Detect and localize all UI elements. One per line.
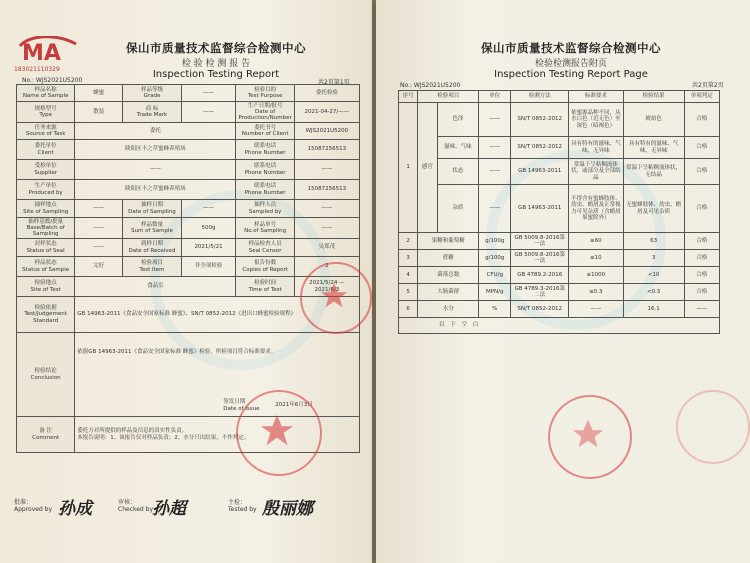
cell-value: 委托检验 bbox=[294, 85, 359, 102]
checked-label: 审核： Checked by bbox=[118, 499, 154, 513]
official-seal-large bbox=[236, 390, 322, 476]
row-result: <0.3 bbox=[623, 284, 684, 301]
cell-label: 抽样人员 Sampled by bbox=[236, 200, 294, 218]
cell-label: 抽样日期 Date of Sampling bbox=[123, 200, 181, 218]
cell-label: 检验结论 Conclusion bbox=[17, 333, 75, 417]
report-number: No.: WJS2021U5200 bbox=[22, 77, 83, 84]
row-item: 蔗糖 bbox=[418, 250, 479, 267]
row-method: GB 5009.8-2016第一法 bbox=[511, 250, 569, 267]
cma-code: 183021110329 bbox=[14, 66, 60, 73]
cell-label: 委托单位 Client bbox=[17, 140, 75, 160]
issue-date: 2021年6月3日 bbox=[275, 401, 313, 408]
row-item: 杂质 bbox=[437, 185, 479, 233]
page-number: 共2页第2页 bbox=[692, 82, 724, 89]
row-unit: g/100g bbox=[479, 250, 511, 267]
cell-label: 到样日期 Date of Received bbox=[123, 239, 181, 257]
cell-label: 检验项目 Test Item bbox=[123, 257, 181, 277]
table-row bbox=[399, 233, 720, 250]
row-no: 5 bbox=[399, 284, 418, 301]
official-seal bbox=[300, 262, 372, 334]
approved-signature: 孙成 bbox=[58, 499, 92, 519]
row-no: 1 bbox=[399, 103, 418, 233]
row-result: 16.1 bbox=[623, 301, 684, 318]
report-number: No.: WJS2021U5200 bbox=[400, 82, 461, 89]
cell-label: 生产日期/批号 Date of Production/Number bbox=[236, 102, 294, 123]
row-verdict: 合格 bbox=[684, 159, 719, 185]
cell-label: 样品检查人员 Seal Censor bbox=[236, 239, 294, 257]
row-verdict: —— bbox=[684, 301, 719, 318]
center-title: 保山市质量技术监督综合检测中心 bbox=[126, 41, 306, 55]
cell-value: —— bbox=[75, 239, 123, 257]
row-result: 琥珀色 bbox=[623, 103, 684, 137]
row-item: 大肠菌群 bbox=[418, 284, 479, 301]
cma-logo bbox=[18, 36, 90, 70]
row-unit: g/100g bbox=[479, 233, 511, 250]
report-front-page bbox=[0, 0, 372, 563]
row-method: GB 14963-2011 bbox=[511, 159, 569, 185]
cell-value: 2021/5/21 bbox=[181, 239, 236, 257]
row-req: 具有特有的滋味、气味，无异味 bbox=[569, 137, 624, 159]
row-item: 果糖和葡萄糖 bbox=[418, 233, 479, 250]
row-no: 2 bbox=[399, 233, 418, 250]
approved-label: 批准： Approved by bbox=[14, 499, 53, 513]
report-subtitle: 检 验 检 测 报 告 bbox=[181, 59, 251, 69]
cell-label: 检验地点 Site of Test bbox=[17, 277, 75, 297]
row-result: 63 bbox=[623, 233, 684, 250]
table-row bbox=[399, 159, 720, 185]
row-req: ≤0.3 bbox=[569, 284, 624, 301]
row-verdict: 合格 bbox=[684, 185, 719, 233]
table-row bbox=[399, 185, 720, 233]
center-title: 保山市质量技术监督综合检测中心 bbox=[481, 41, 661, 55]
row-unit: —— bbox=[479, 159, 511, 185]
table-row bbox=[399, 250, 720, 267]
cell-label: 样品等级 Grade bbox=[123, 85, 181, 102]
row-req: —— bbox=[569, 301, 624, 318]
row-verdict: 合格 bbox=[684, 267, 719, 284]
partial-seal bbox=[676, 390, 750, 464]
row-req: ≤1000 bbox=[569, 267, 624, 284]
cell-label: 样品名称 Name of Sample bbox=[17, 85, 75, 102]
cell-value: —— bbox=[181, 85, 236, 102]
row-method: SN/T 0852-2012 bbox=[511, 301, 569, 318]
table-row bbox=[399, 103, 720, 137]
row-no: 6 bbox=[399, 301, 418, 318]
row-verdict: 合格 bbox=[684, 284, 719, 301]
cell-value: 委托 bbox=[75, 123, 236, 140]
conclusion-text: 依据GB 14963-2011《食品安全国家标准 蜂蜜》检验，所检项目符合标准要求。 bbox=[77, 349, 277, 356]
row-result: 具有特有的滋味、气味，无异味 bbox=[623, 137, 684, 159]
report-subtitle: 检验检测报告附页 bbox=[534, 59, 607, 69]
cell-value: 蜂蜜 bbox=[75, 85, 123, 102]
cell-value: 食品室 bbox=[75, 277, 236, 297]
cell-value: 隆阳区丰之草蜜蜂养殖场 bbox=[75, 180, 236, 200]
cell-value: —— bbox=[294, 160, 359, 180]
row-item: 滋味、气味 bbox=[437, 137, 479, 159]
cell-value: 2 bbox=[294, 257, 359, 277]
cell-label: 抽样基数/批量 Base/Batch of Sampling bbox=[17, 218, 75, 239]
row-result: 常温下呈粘稠流体状，无结晶 bbox=[623, 159, 684, 185]
row-unit: —— bbox=[479, 137, 511, 159]
cell-value: 完好 bbox=[75, 257, 123, 277]
row-unit: —— bbox=[479, 103, 511, 137]
table-row bbox=[399, 267, 720, 284]
header-result: 检验结果 bbox=[623, 91, 684, 103]
row-verdict: 合格 bbox=[684, 137, 719, 159]
row-verdict: 合格 bbox=[684, 103, 719, 137]
cell-label: 封样状态 Status of Seal bbox=[17, 239, 75, 257]
row-unit: CFU/g bbox=[479, 267, 511, 284]
row-no: 3 bbox=[399, 250, 418, 267]
header-item: 检验项目 bbox=[418, 91, 479, 103]
cell-value: 2021/5/24 — 2021/6/3 bbox=[294, 277, 359, 297]
cell-label: 检验时间 Time of Test bbox=[236, 277, 294, 297]
row-item: 色泽 bbox=[437, 103, 479, 137]
report-title-en: Inspection Testing Report bbox=[152, 69, 280, 80]
row-no: 4 bbox=[399, 267, 418, 284]
cell-label: 备 注 Comment bbox=[17, 417, 75, 453]
standard-text: GB 14963-2011《食品安全国家标准 蜂蜜》、SN/T 0852-2012《进出口蜂蜜检验规程》 bbox=[75, 297, 360, 333]
row-result: 3 bbox=[623, 250, 684, 267]
header-requirement: 标准要求 bbox=[569, 91, 624, 103]
row-method: SN/T 0852-2012 bbox=[511, 103, 569, 137]
cell-label: 样品状态 Status of Sample bbox=[17, 257, 75, 277]
cell-label: 规格型号 Type bbox=[17, 102, 75, 123]
row-unit: % bbox=[479, 301, 511, 318]
row-req: ≥60 bbox=[569, 233, 624, 250]
cell-label: 联系电话 Phone Number bbox=[236, 180, 294, 200]
blank-note: 以 下 空 白 bbox=[399, 318, 720, 334]
row-item: 菌落总数 bbox=[418, 267, 479, 284]
header-verdict: 单项判定 bbox=[684, 91, 719, 103]
cell-label: 报告份数 Copies of Report bbox=[236, 257, 294, 277]
checked-signature: 孙超 bbox=[152, 499, 186, 519]
cell-label: 商 标 Trade Mark bbox=[123, 102, 181, 123]
tested-label: 主检： Tested by bbox=[228, 499, 257, 513]
row-verdict: 合格 bbox=[684, 233, 719, 250]
cell-label: 任务来源 Source of Task bbox=[17, 123, 75, 140]
cell-label: 检验目的 Test Purpose bbox=[236, 85, 294, 102]
cell-label: 联系电话 Phone Number bbox=[236, 140, 294, 160]
header-unit: 单位 bbox=[479, 91, 511, 103]
cell-value: 2021-04-27/—— bbox=[294, 102, 359, 123]
row-result: <10 bbox=[623, 267, 684, 284]
cell-value: WJS2021U5200 bbox=[294, 123, 359, 140]
cell-label: 样品单号 No.of Sampling bbox=[236, 218, 294, 239]
row-item: 水分 bbox=[418, 301, 479, 318]
cell-value: 15087256513 bbox=[294, 180, 359, 200]
row-item: 状态 bbox=[437, 159, 479, 185]
report-attachment-page bbox=[376, 0, 750, 563]
cell-value: —— bbox=[75, 218, 123, 239]
group-label: 感官 bbox=[418, 103, 437, 233]
cell-label: 样品数量 Sum of Sample bbox=[123, 218, 181, 239]
tested-signature: 殷丽娜 bbox=[262, 499, 313, 519]
cell-value: 非全项检验 bbox=[181, 257, 236, 277]
cell-value: 吴郑茂 bbox=[294, 239, 359, 257]
svg-text:MA: MA bbox=[22, 41, 61, 66]
cell-value: —— bbox=[75, 160, 236, 180]
cell-label: 检验依据 Test/Judgement Standard bbox=[17, 297, 75, 333]
table-row bbox=[399, 137, 720, 159]
table-row bbox=[399, 284, 720, 301]
cell-label: 抽样地点 Site of Sampling bbox=[17, 200, 75, 218]
cell-label: 委托书号 Number of Client bbox=[236, 123, 294, 140]
cell-label: 联系电话 Phone Number bbox=[236, 160, 294, 180]
cell-value: 500g bbox=[181, 218, 236, 239]
row-method: GB 14963-2011 bbox=[511, 185, 569, 233]
results-table bbox=[398, 90, 720, 334]
cell-value: 隆阳区丰之草蜜蜂养殖场 bbox=[75, 140, 236, 160]
row-req: 不得含有蜜蜂肢体、幼虫、蜡屑及正常视力可见杂质（含蜡屑巢蜜除外） bbox=[569, 185, 624, 233]
cell-label: 生产单位 Produced by bbox=[17, 180, 75, 200]
official-seal bbox=[548, 395, 632, 479]
row-req: ≤10 bbox=[569, 250, 624, 267]
cell-value: —— bbox=[294, 200, 359, 218]
row-req: 常温下呈粘稠流体状，或部分及全部结晶 bbox=[569, 159, 624, 185]
cell-value: —— bbox=[294, 218, 359, 239]
cell-value: —— bbox=[181, 200, 236, 218]
cell-value: 散装 bbox=[75, 102, 123, 123]
header-method: 检测方法 bbox=[511, 91, 569, 103]
table-row bbox=[399, 301, 720, 318]
issue-label: 签发日期 Date of Issue bbox=[223, 399, 260, 412]
row-method: GB 4789.2-2016 bbox=[511, 267, 569, 284]
row-method: GB 4789.3-2016第二法 bbox=[511, 284, 569, 301]
row-req: 依蜜源品种不同，从水白色（近无色）至深色（暗褐色） bbox=[569, 103, 624, 137]
remark-text: 委托方对所提供的样品及信息的真实性负责。 本报告说明：1、该报告仅对样品负责；2、水分只出结果，不作判定。 bbox=[75, 417, 360, 453]
row-unit: —— bbox=[479, 185, 511, 233]
conclusion-cell bbox=[75, 333, 360, 417]
row-verdict: 合格 bbox=[684, 250, 719, 267]
page-number: 共2页第1页 bbox=[318, 79, 350, 86]
row-unit: MPN/g bbox=[479, 284, 511, 301]
row-method: SN/T 0852-2012 bbox=[511, 137, 569, 159]
cell-label: 受检单位 Supplier bbox=[17, 160, 75, 180]
cell-value: —— bbox=[75, 200, 123, 218]
row-result: 无蜜蜂肢体、幼虫、蜡屑及可见杂质 bbox=[623, 185, 684, 233]
header-no: 序号 bbox=[399, 91, 418, 103]
cell-value: —— bbox=[181, 102, 236, 123]
cell-value: 15087256513 bbox=[294, 140, 359, 160]
report-title-en: Inspection Testing Report Page bbox=[494, 69, 648, 80]
row-method: GB 5009.8-2016第一法 bbox=[511, 233, 569, 250]
